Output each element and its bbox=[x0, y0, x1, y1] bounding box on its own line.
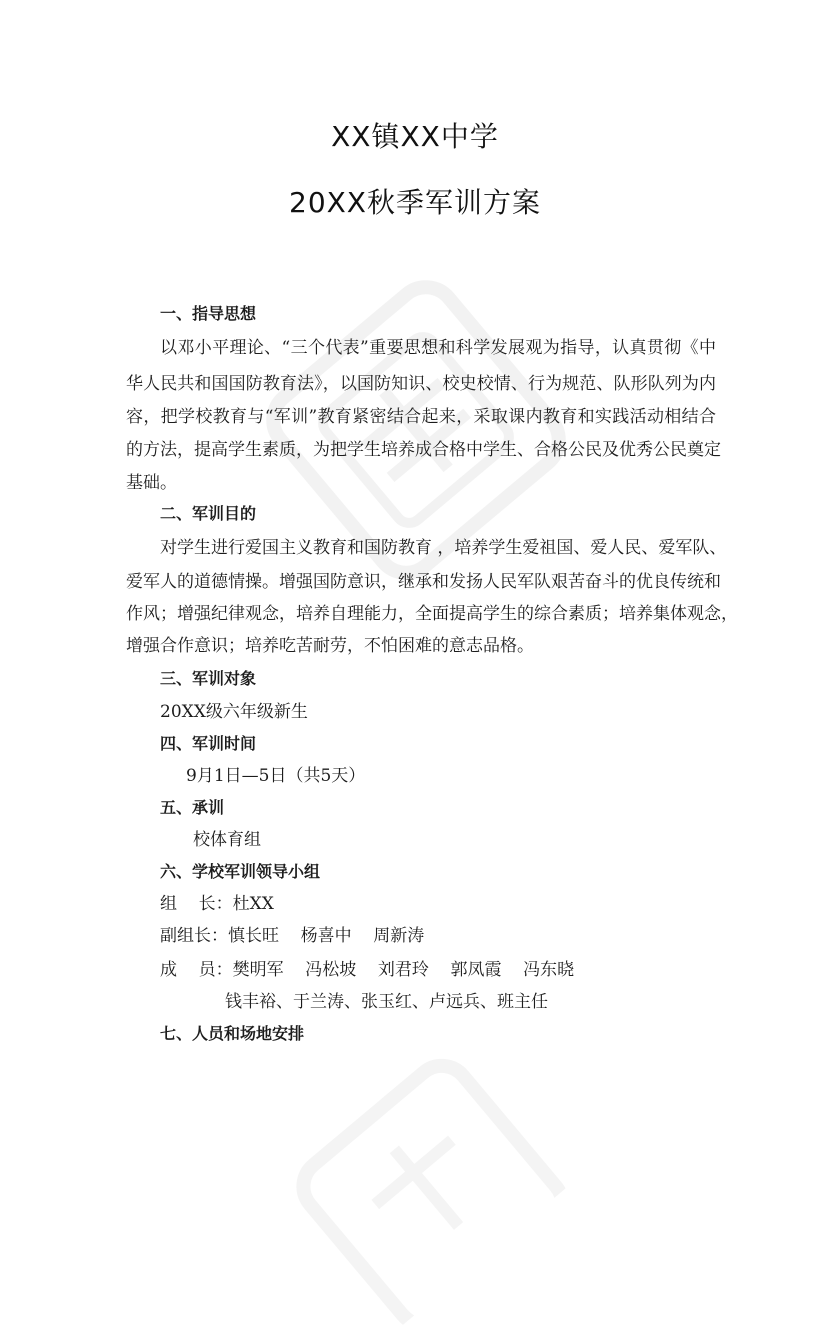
section-heading: 四、军训时间 bbox=[160, 734, 257, 753]
paragraph-line: 校体育组 bbox=[193, 830, 261, 850]
document-subtitle: 20XX秋季军训方案 bbox=[289, 186, 541, 219]
section-heading: 六、学校军训领导小组 bbox=[160, 862, 321, 881]
document-title: XX镇XX中学 bbox=[331, 120, 499, 153]
paragraph-line: 华人民共和国国防教育法》，以国防知识、校史校情、行为规范、队形队列为内 bbox=[126, 374, 716, 394]
members-line: 钱丰裕、于兰涛、张玉红、卢远兵、班主任 bbox=[225, 992, 548, 1012]
paragraph-line: 增强合作意识；培养吃苦耐劳，不怕困难的意志品格。 bbox=[126, 636, 534, 656]
paragraph-line: 9月1日—5日（共5天） bbox=[186, 766, 366, 786]
section-heading: 一、指导思想 bbox=[160, 304, 257, 323]
paragraph-line: 的方法，提高学生素质，为把学生培养成合格中学生、合格公民及优秀公民奠定 bbox=[126, 440, 721, 460]
leader-line: 组 长：杜XX bbox=[160, 894, 274, 914]
watermark-icon bbox=[264, 1026, 576, 1333]
section-heading: 二、军训目的 bbox=[160, 504, 257, 523]
paragraph-line: 容，把学校教育与“军训”教育紧密结合起来，采取课内教育和实践活动相结合 bbox=[126, 407, 716, 427]
section-heading: 三、军训对象 bbox=[160, 669, 257, 688]
deputy-line: 副组长：慎长旺 杨喜中 周新涛 bbox=[160, 926, 425, 946]
members-line: 成 员：樊明军 冯松坡 刘君玲 郭凤霞 冯东晓 bbox=[160, 960, 575, 980]
paragraph-line: 以邓小平理论、“三个代表”重要思想和科学发展观为指导，认真贯彻《中 bbox=[160, 338, 716, 358]
paragraph-line: 基础。 bbox=[126, 473, 177, 493]
paragraph-line: 爱军人的道德情操。增强国防意识，继承和发扬人民军队艰苦奋斗的优良传统和 bbox=[126, 572, 721, 592]
section-heading: 五、承训 bbox=[160, 798, 225, 817]
paragraph-line: 对学生进行爱国主义教育和国防教育 ，培养学生爱祖国、爱人民、爱军队、 bbox=[160, 538, 727, 558]
section-heading: 七、人员和场地安排 bbox=[160, 1024, 305, 1043]
paragraph-line: 20XX级六年级新生 bbox=[160, 702, 308, 722]
paragraph-line: 作风；增强纪律观念，培养自理能力，全面提高学生的综合素质；培养集体观念， bbox=[126, 604, 738, 624]
